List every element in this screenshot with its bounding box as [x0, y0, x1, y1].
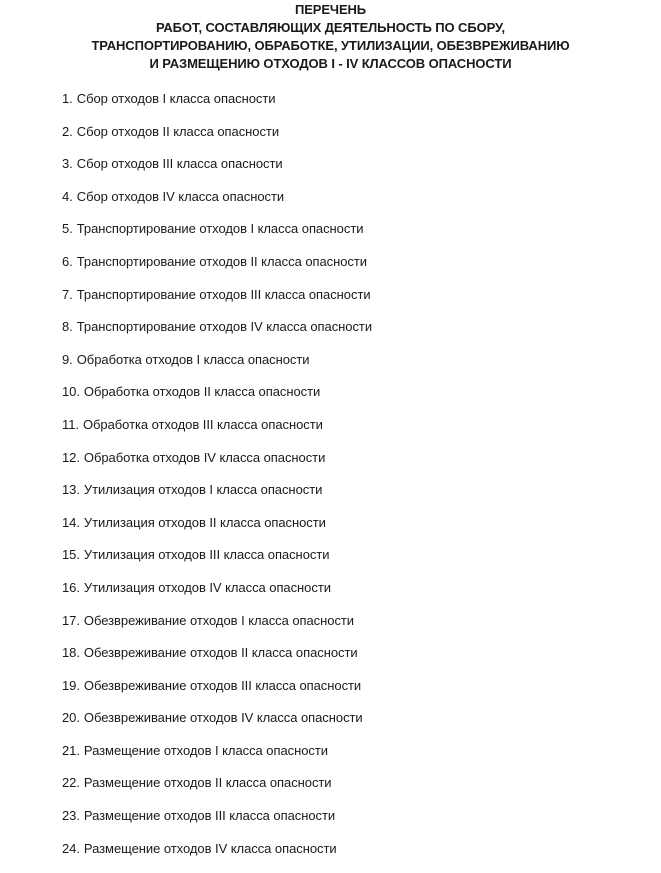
list-item — [62, 287, 372, 320]
item-text: Обезвреживание отходов III класса опасности — [83, 677, 362, 693]
list-item — [62, 156, 372, 189]
item-text: Сбор отходов III класса опасности — [76, 156, 283, 172]
item-text: Утилизация отходов I класса опасности — [83, 482, 323, 498]
list-item — [62, 743, 372, 776]
item-text: Обезвреживание отходов IV класса опасности — [83, 710, 363, 726]
item-text: Обработка отходов III класса опасности — [82, 416, 323, 432]
list-item — [62, 547, 372, 580]
item-number: 23. — [62, 808, 80, 824]
item-number: 21. — [62, 742, 80, 758]
item-text: Обезвреживание отходов II класса опасности — [83, 645, 358, 661]
heading-line-1: ПЕРЕЧЕНЬ — [294, 2, 367, 17]
heading-line-3: ТРАНСПОРТИРОВАНИЮ, ОБРАБОТКЕ, УТИЛИЗАЦИИ, ОБЕЗВРЕЖИВАНИЮ — [91, 38, 570, 53]
list-item — [62, 384, 372, 417]
item-text: Обработка отходов II класса опасности — [83, 384, 321, 400]
list-item — [62, 841, 372, 873]
item-text: Размещение отходов I класса опасности — [83, 742, 328, 758]
item-number: 9. — [62, 351, 73, 367]
item-text: Транспортирование отходов IV класса опасности — [76, 319, 373, 335]
item-number: 15. — [62, 547, 80, 563]
item-number: 4. — [62, 188, 73, 204]
item-number: 19. — [62, 677, 80, 693]
item-number: 3. — [62, 156, 73, 172]
work-list — [62, 91, 372, 873]
list-item — [62, 710, 372, 743]
item-text: Сбор отходов II класса опасности — [76, 123, 280, 139]
item-text: Обезвреживание отходов I класса опасности — [83, 612, 355, 628]
item-number: 8. — [62, 319, 73, 335]
heading-line-2: РАБОТ, СОСТАВЛЯЮЩИХ ДЕЯТЕЛЬНОСТЬ ПО СБОРУ, — [155, 20, 506, 35]
item-number: 1. — [62, 91, 73, 106]
item-text: Транспортирование отходов III класса опасности — [76, 286, 371, 302]
list-item — [62, 580, 372, 613]
item-text: Обработка отходов I класса опасности — [76, 351, 310, 367]
list-item — [62, 221, 372, 254]
list-item — [62, 450, 372, 483]
list-item — [62, 417, 372, 450]
item-number: 16. — [62, 579, 80, 595]
item-text: Сбор отходов I класса опасности — [76, 91, 276, 106]
item-text: Обработка отходов IV класса опасности — [83, 449, 326, 465]
list-item — [62, 808, 372, 841]
item-text: Утилизация отходов II класса опасности — [83, 514, 326, 530]
list-item — [62, 775, 372, 808]
item-text: Сбор отходов IV класса опасности — [76, 188, 285, 204]
list-item — [62, 645, 372, 678]
item-number: 6. — [62, 253, 73, 269]
list-item — [62, 352, 372, 385]
item-text: Транспортирование отходов I класса опасности — [76, 221, 364, 237]
item-number: 12. — [62, 449, 80, 465]
item-text: Утилизация отходов III класса опасности — [83, 547, 330, 563]
list-item — [62, 189, 372, 222]
list-item — [62, 515, 372, 548]
list-item — [62, 91, 372, 124]
item-number: 13. — [62, 482, 80, 498]
item-number: 22. — [62, 775, 80, 791]
heading-line-4: И РАЗМЕЩЕНИЮ ОТХОДОВ I - IV КЛАССОВ ОПАСНОСТИ — [149, 56, 512, 71]
item-number: 11. — [62, 416, 79, 432]
list-item — [62, 613, 372, 646]
item-number: 14. — [62, 514, 80, 530]
item-text: Размещение отходов II класса опасности — [83, 775, 332, 791]
item-text: Размещение отходов IV класса опасности — [83, 840, 337, 856]
list-item — [62, 482, 372, 515]
item-text: Размещение отходов III класса опасности — [83, 808, 336, 824]
item-text: Утилизация отходов IV класса опасности — [83, 579, 331, 595]
item-number: 20. — [62, 710, 80, 726]
list-item — [62, 124, 372, 157]
item-number: 18. — [62, 645, 80, 661]
item-number: 7. — [62, 286, 73, 302]
item-number: 5. — [62, 221, 73, 237]
item-number: 17. — [62, 612, 80, 628]
item-number: 24. — [62, 840, 80, 856]
item-number: 2. — [62, 123, 73, 139]
list-item — [62, 678, 372, 711]
list-item — [62, 319, 372, 352]
document-heading — [0, 1, 661, 73]
item-text: Транспортирование отходов II класса опасности — [76, 253, 367, 269]
list-item — [62, 254, 372, 287]
item-number: 10. — [62, 384, 80, 400]
